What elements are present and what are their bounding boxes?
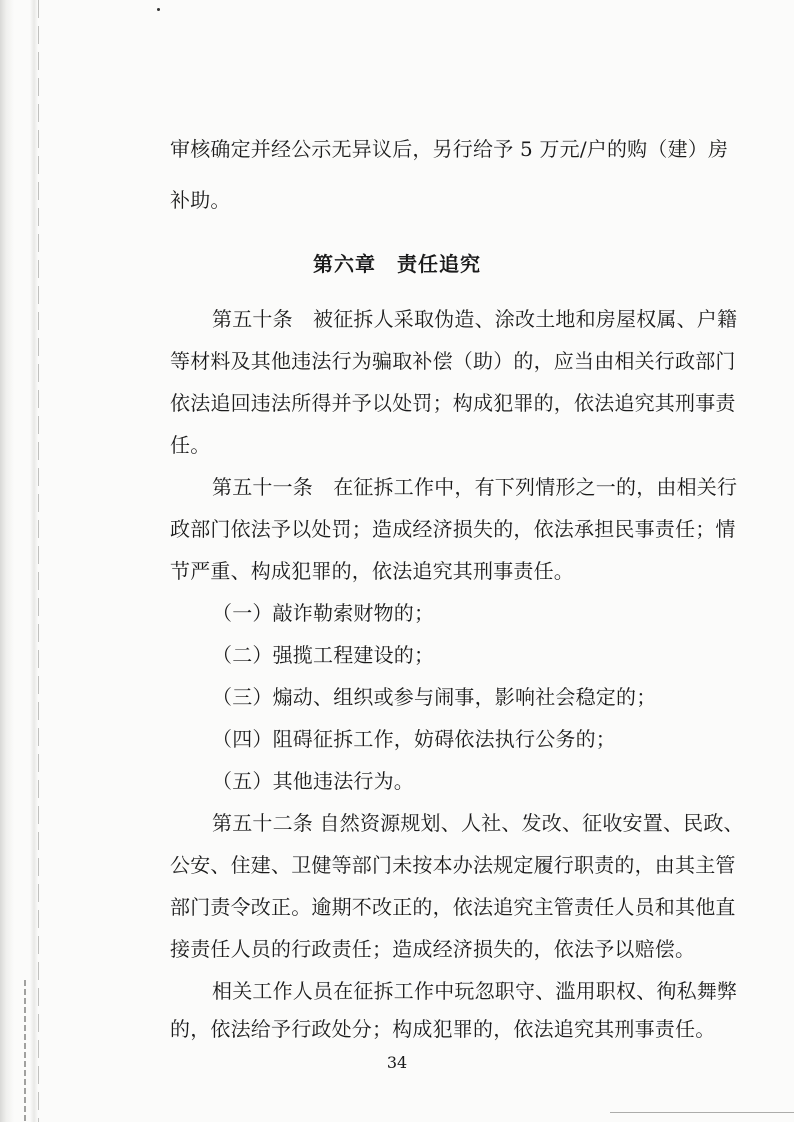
page-number: 34 [386,1053,408,1072]
article-50-line-2: 等材料及其他违法行为骗取补偿（助）的，应当由相关行政部门 [170,349,736,373]
scan-edge-mark [24,980,26,1122]
list-item-2: （二）强揽工程建设的； [212,643,435,667]
chapter-title: 第六章 责任追究 [313,252,481,276]
article-50-line-3: 依法追回违法所得并予以处罚；构成犯罪的，依法追究其刑事责 [170,391,736,415]
article-51-line-1: 第五十一条 在征拆工作中，有下列情形之一的，由相关行 [212,475,738,499]
list-item-1: （一）敲诈勒索财物的； [212,601,435,625]
article-51-line-3: 节严重、构成犯罪的，依法追究其刑事责任。 [170,559,574,583]
list-item-3: （三）煽动、组织或参与闹事，影响社会稳定的； [212,685,657,709]
text-line-2: 补助。 [170,188,231,212]
article-52-line-3: 部门责令改正。逾期不改正的，依法追究主管责任人员和其他直 [170,895,736,919]
article-52-line-1: 第五十二条 自然资源规划、人社、发改、征收安置、民政、 [212,811,744,835]
article-52-line-4: 接责任人员的行政责任；造成经济损失的，依法予以赔偿。 [170,937,696,961]
text-line-1: 审核确定并经公示无异议后，另行给予 5 万元/户的购（建）房 [170,137,729,161]
list-item-4: （四）阻碍征拆工作，妨碍依法执行公务的； [212,727,616,751]
closing-paragraph-line-2: 的，依法给予行政处分；构成犯罪的，依法追究其刑事责任。 [170,1017,716,1041]
article-50-line-4: 任。 [170,433,211,457]
scan-bottom-rule [610,1112,794,1113]
scan-edge-line [38,0,39,1122]
article-52-line-2: 公安、住建、卫健等部门未按本办法规定履行职责的，由其主管 [170,853,736,877]
article-51-line-2: 政部门依法予以处罚；造成经济损失的，依法承担民事责任；情 [170,517,736,541]
closing-paragraph-line-1: 相关工作人员在征拆工作中玩忽职守、滥用职权、徇私舞弊 [212,979,738,1003]
scan-dot [157,8,160,11]
list-item-5: （五）其他违法行为。 [212,769,414,793]
article-50-line-1: 第五十条 被征拆人采取伪造、涂改土地和房屋权属、户籍 [212,307,738,331]
scan-edge [0,0,46,1122]
